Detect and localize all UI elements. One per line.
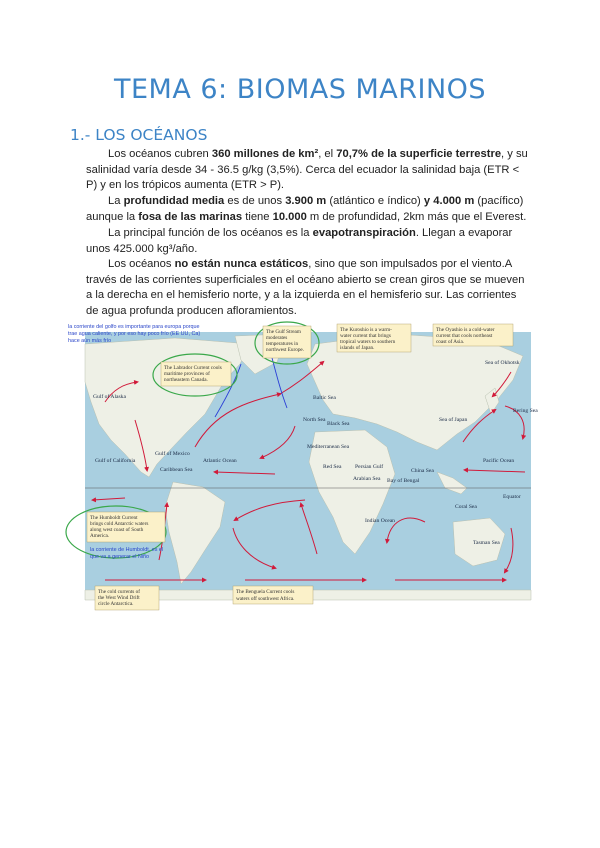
svg-text:coast of Asia.: coast of Asia. — [436, 339, 465, 345]
label-bay-bengal: Bay of Bengal — [387, 478, 420, 484]
svg-text:The cold currents of: The cold currents of — [98, 589, 140, 595]
handnote-top-line3: hace aún más frío — [68, 338, 112, 344]
label-atlantic: Atlantic Ocean — [203, 458, 237, 464]
caption-kuroshio — [337, 324, 411, 352]
svg-text:America.: America. — [90, 533, 110, 539]
label-red-sea: Red Sea — [323, 464, 342, 470]
svg-text:temperatures in: temperatures in — [266, 341, 299, 347]
handnote-top-line2: trae agua caliente, y por eso hay poco frío (EE UU, Ca) — [68, 331, 201, 337]
handnote-top-line1: la corriente del golfo es importante para europa porque — [68, 324, 200, 330]
svg-text:current that cools northeast: current that cools northeast — [436, 333, 493, 339]
svg-text:The Oyashio is a cold-water: The Oyashio is a cold-water — [436, 327, 495, 333]
handnote-bottom-line2: que va a generar el Niño — [90, 554, 150, 560]
svg-text:along west coast of South: along west coast of South — [90, 527, 144, 533]
paragraph-currents: Los océanos no están nunca estáticos, sino que son impulsados por el viento.A través de las corrientes superficiales en el océano abierto se crean giros que se mueven a la derecha en el hemisferio norte, y a la izquierda en el hemisferio sur. Las corrientes de agua profunda producen afloramientos. — [86, 258, 525, 317]
label-gulf-mexico: Gulf of Mexico — [155, 451, 190, 457]
paragraph-oceans-extent: Los océanos cubren 360 millones de km², el 70,7% de la superficie terrestre, y su salinidad varía desde 34 - 36.5 g/kg (3,5%). Cerca del ecuador la salinidad baja (ETR < P) y en los trópicos aumenta (ETR > P). — [86, 148, 528, 192]
label-arabian: Arabian Sea — [353, 476, 381, 482]
label-mediterranean: Mediterranean Sea — [307, 444, 350, 450]
label-sea-okhotsk: Sea of Okhotsk — [485, 360, 520, 366]
svg-text:northeastern Canada.: northeastern Canada. — [164, 377, 208, 383]
svg-text:circle Antarctica.: circle Antarctica. — [98, 601, 134, 607]
label-north-sea: North Sea — [303, 417, 326, 423]
label-gulf-california: Gulf of California — [95, 458, 136, 464]
label-baltic: Baltic Sea — [313, 395, 336, 401]
svg-text:water current that brings: water current that brings — [340, 333, 391, 339]
svg-text:brings cold Antarctic waters: brings cold Antarctic waters — [90, 521, 149, 527]
svg-text:The Benguela Current cools: The Benguela Current cools — [236, 589, 295, 595]
svg-text:The Labrador Current cools: The Labrador Current cools — [164, 365, 222, 371]
label-persian-gulf: Persian Gulf — [355, 464, 384, 470]
label-black-sea: Black Sea — [327, 421, 350, 427]
label-equator: Equator — [503, 494, 521, 500]
svg-text:tropical waters to southern: tropical waters to southern — [340, 339, 396, 345]
caption-benguela — [233, 586, 313, 604]
svg-text:The Gulf Stream: The Gulf Stream — [266, 329, 301, 335]
paragraph-evapotranspiration: La principal función de los océanos es la evapotranspiración. Llegan a evaporar unos 425.000 kg³/año. — [86, 227, 513, 255]
svg-text:islands of Japan.: islands of Japan. — [340, 345, 375, 351]
svg-text:maritime provinces of: maritime provinces of — [164, 371, 210, 377]
handnote-bottom-line1: la corriente de Humboldt, es el — [90, 547, 164, 553]
caption-oyashio — [433, 324, 513, 346]
label-coral: Coral Sea — [455, 504, 477, 510]
label-pacific: Pacific Ocean — [483, 458, 515, 464]
svg-text:the West Wind Drift: the West Wind Drift — [98, 595, 140, 601]
caption-west-wind — [95, 586, 159, 610]
caption-gulf-stream — [255, 322, 319, 364]
svg-text:The Kuroshio is a warm-: The Kuroshio is a warm- — [340, 327, 392, 333]
svg-text:The Humboldt Current: The Humboldt Current — [90, 515, 138, 521]
page-title: TEMA 6: BIOMAS MARINOS — [113, 74, 487, 105]
label-bering: Bering Sea — [513, 408, 538, 414]
label-gulf-alaska: Gulf of Alaska — [93, 394, 126, 400]
svg-text:northwest Europe.: northwest Europe. — [266, 347, 305, 353]
paragraph-depth: La profundidad media es de unos 3.900 m (atlántico e índico) y 4.000 m (pacífico) aunque la fosa de las marinas tiene 10.000 m de profundidad, 2km más que el Everest. — [86, 195, 527, 223]
label-caribbean: Caribbean Sea — [160, 467, 193, 473]
label-indian: Indian Ocean — [365, 518, 395, 524]
label-china-sea: China Sea — [411, 468, 434, 474]
ocean-currents-map — [65, 322, 538, 612]
section-heading: 1.- LOS OCÉANOS — [70, 126, 208, 144]
svg-text:waters off southwest Africa.: waters off southwest Africa. — [236, 596, 295, 602]
label-tasman: Tasman Sea — [473, 540, 500, 546]
label-sea-japan: Sea of Japan — [439, 417, 468, 423]
svg-text:moderates: moderates — [266, 335, 288, 341]
